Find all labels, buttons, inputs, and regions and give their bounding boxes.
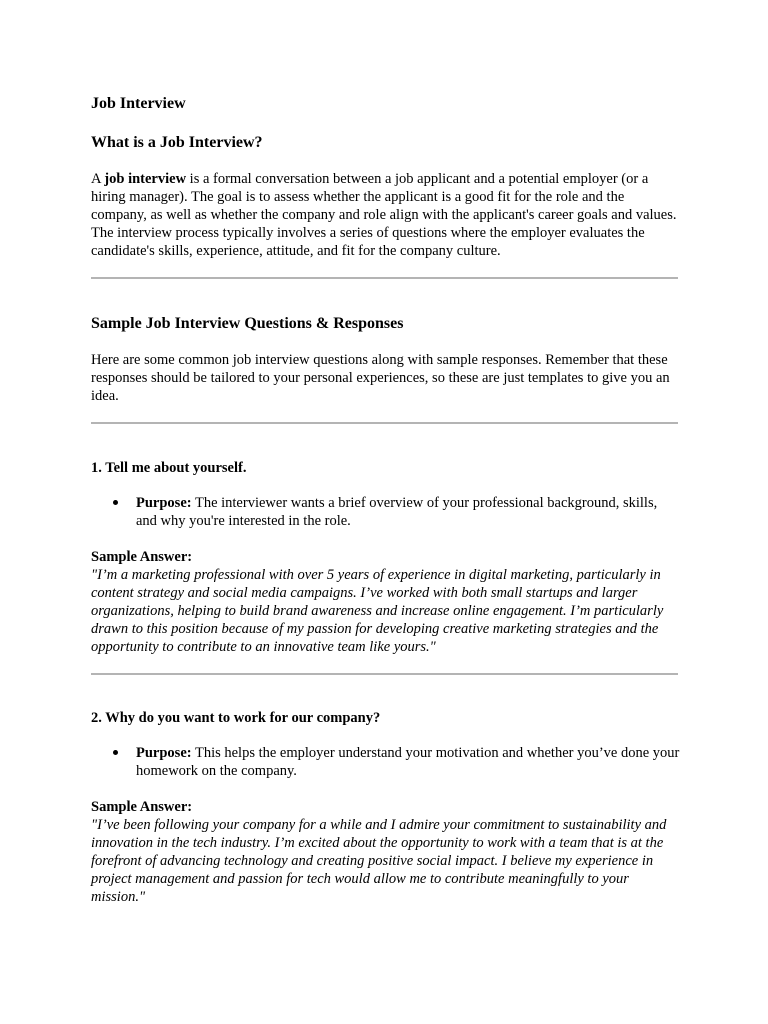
purpose-body: The interviewer wants a brief overview of your professional background, skills, and why you're interested in the role. <box>136 495 658 529</box>
sample-answer-text: "I’m a marketing professional with over 5 years of experience in digital marketing, particularly in content strategy and social media campaigns. I’ve worked with both small startups and larger organizations, helping to build brand awareness and increase online engagement. I’m particularly drawn to this position because of my passion for developing creative marketing strategies and the opportunity to contribute to an innovative team like yours." <box>91 567 664 655</box>
question-heading: 1. Tell me about yourself. <box>91 460 247 476</box>
bullet-icon <box>113 750 118 755</box>
document-title: Job Interview <box>91 95 186 112</box>
purpose-label: Purpose: <box>136 745 192 761</box>
definition-body: is a formal conversation between a job applicant and a potential employer (or a hiring manager). The goal is to assess whether the applicant is a good fit for the role and the company, as well as whether the company and role align with the applicant's career goals and values. The interview process typically involves a series of questions where the employer evaluates the candidate's skills, experience, attitude, and fit for the company culture. <box>91 171 677 259</box>
sample-intro-paragraph: Here are some common job interview questions along with sample responses. Remember that these responses should be tailored to your personal experiences, so these are just templates to give you an idea. <box>91 352 670 404</box>
sample-answer-label: Sample Answer: <box>91 799 193 815</box>
purpose-body: This helps the employer understand your motivation and whether you’ve done your homework on the company. <box>136 745 680 779</box>
sample-answer-label: Sample Answer: <box>91 549 193 565</box>
section-heading-what-is: What is a Job Interview? <box>91 134 263 151</box>
divider <box>91 673 678 675</box>
section-heading-sample-questions: Sample Job Interview Questions & Responses <box>91 315 404 332</box>
definition-prefix: A <box>91 171 105 187</box>
divider <box>91 422 678 424</box>
purpose-text <box>136 494 681 530</box>
definition-paragraph <box>91 170 679 260</box>
purpose-label: Purpose: <box>136 495 192 511</box>
sample-answer-text: "I’ve been following your company for a while and I admire your commitment to sustainability and innovation in the tech industry. I’m excited about the opportunity to work with a team that is at the forefront of advancing technology and creating positive social impact. I believe my experience in project management and passion for tech would allow me to contribute meaningfully to your mission." <box>91 817 667 905</box>
bullet-icon <box>113 500 118 505</box>
definition-term: job interview <box>104 171 187 187</box>
question-heading: 2. Why do you want to work for our company? <box>91 710 381 726</box>
purpose-text <box>136 744 681 780</box>
divider <box>91 277 678 279</box>
